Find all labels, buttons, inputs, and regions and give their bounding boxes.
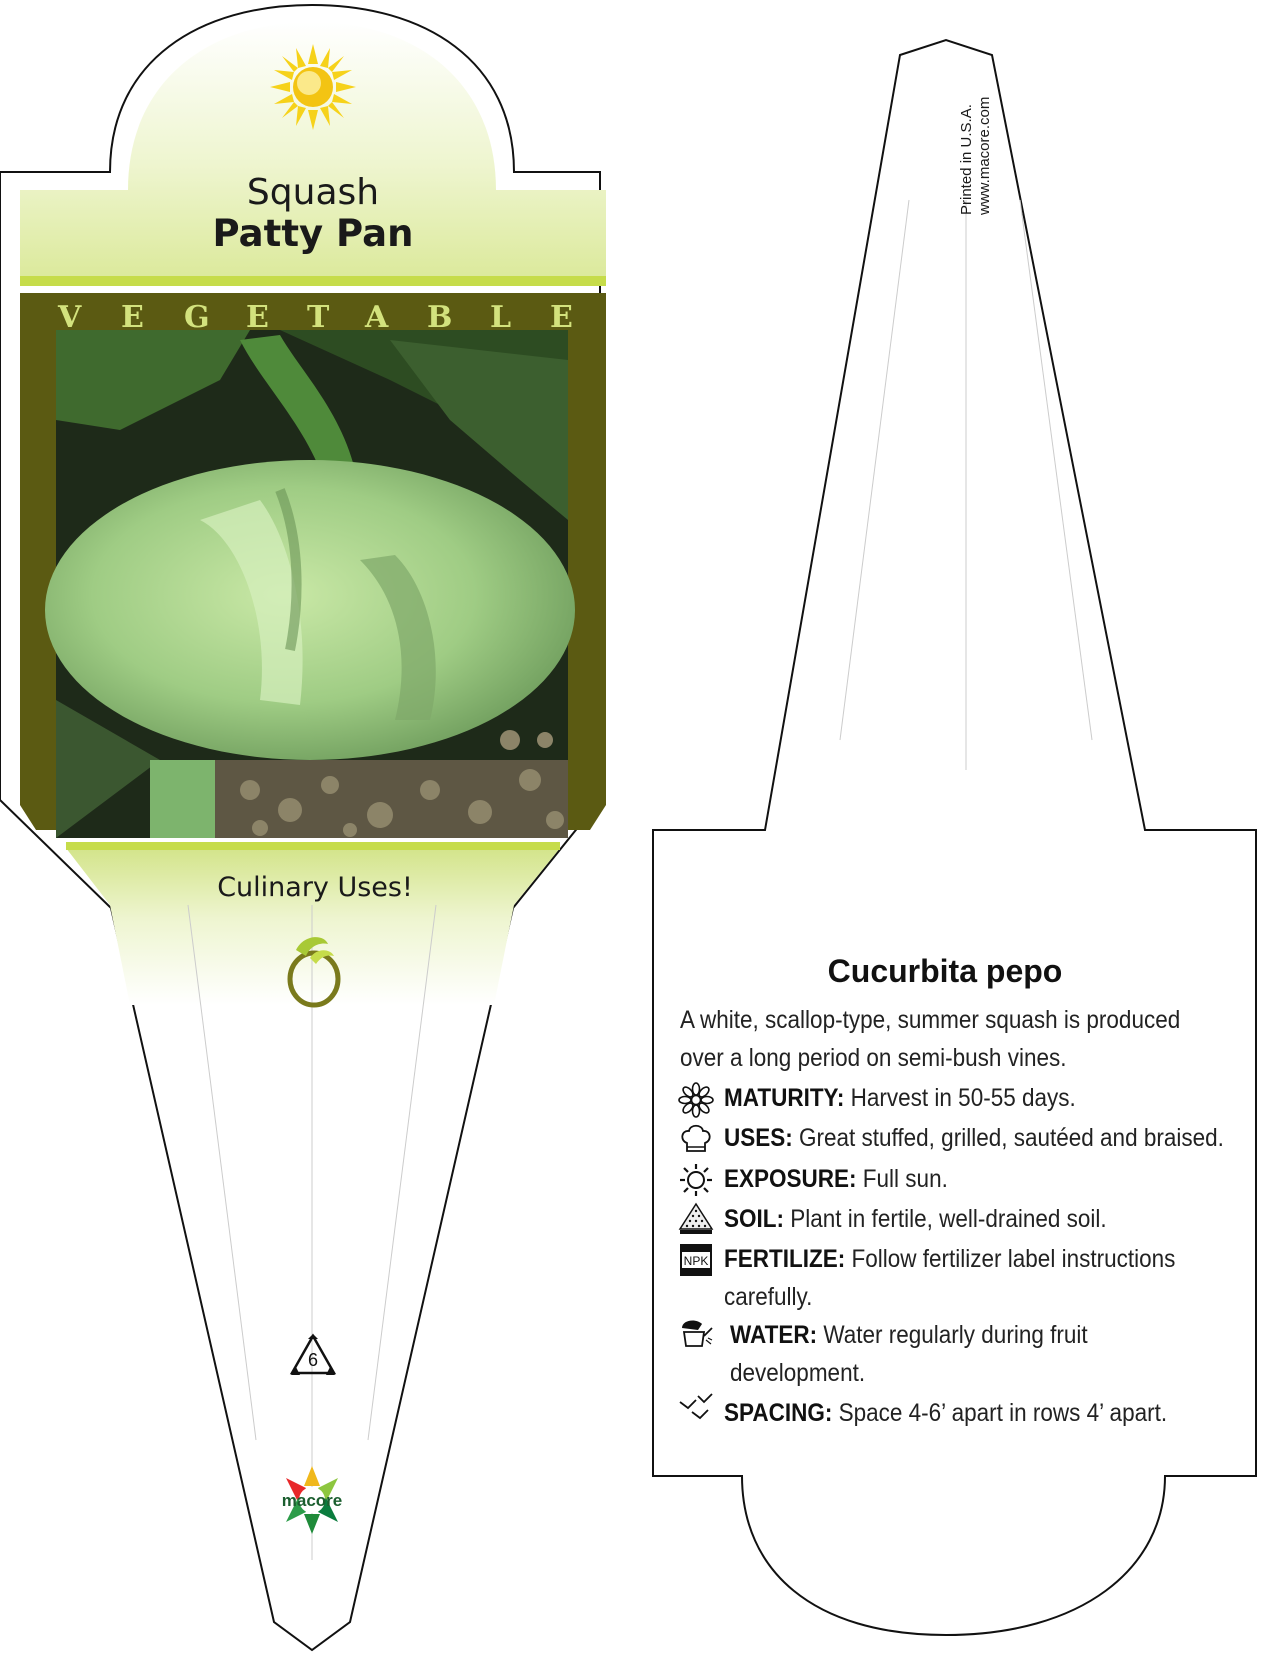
printed-line: Printed in U.S.A. (958, 104, 975, 215)
flower-icon (678, 1082, 714, 1118)
category-letter: E (246, 300, 269, 335)
watering-can-icon (678, 1316, 714, 1352)
care-water: WATER: Water regularly during fruit development. (730, 1321, 1088, 1387)
sun-icon (270, 44, 356, 130)
squash-photo (45, 330, 575, 838)
variety-name: Patty Pan (212, 212, 414, 255)
care-fertilize: FERTILIZE: Follow fertilizer label instructions carefully. (724, 1245, 1176, 1311)
description: A white, scallop-type, summer squash is produced over a long period on semi-bush vines. (680, 1006, 1181, 1072)
care-maturity: MATURITY: Harvest in 50-55 days. (724, 1084, 1076, 1112)
category-letter: T (307, 300, 330, 335)
fertilizer-npk-icon (678, 1242, 714, 1278)
care-exposure: EXPOSURE: Full sun. (724, 1165, 948, 1193)
category-letter: G (184, 300, 210, 335)
recycle-icon (288, 1333, 338, 1379)
category-letter: B (427, 300, 453, 335)
category-letter: A (365, 300, 389, 335)
category-letter: E (121, 300, 144, 335)
brand-name: macore (281, 1491, 343, 1510)
sun-icon (678, 1162, 714, 1198)
chef-hat-icon (678, 1121, 714, 1157)
header-divider (20, 276, 606, 286)
common-name: Squash (246, 172, 380, 213)
spacing-icon (678, 1388, 714, 1424)
lower-divider (66, 842, 560, 850)
soil-icon (678, 1201, 714, 1237)
care-spacing: SPACING: Space 4-6’ apart in rows 4’ apart. (724, 1399, 1168, 1427)
npk-label: NPK (683, 1254, 709, 1268)
printed-in-usa (958, 97, 994, 215)
category-letter: V (58, 300, 82, 335)
category-letter: E (550, 300, 573, 335)
seed-sprout-icon (286, 932, 342, 1008)
macore-logo (266, 1463, 358, 1537)
care-soil: SOIL: Plant in fertile, well-drained soil. (724, 1205, 1107, 1233)
recycle-code: 6 (307, 1350, 319, 1370)
botanical-name: Cucurbita pepo (827, 953, 1063, 989)
website: www.macore.com (976, 96, 993, 215)
category-letter: L (490, 300, 512, 335)
tagline: Culinary Uses! (217, 872, 413, 903)
care-uses: USES: Great stuffed, grilled, sautéed and braised. (724, 1124, 1224, 1152)
